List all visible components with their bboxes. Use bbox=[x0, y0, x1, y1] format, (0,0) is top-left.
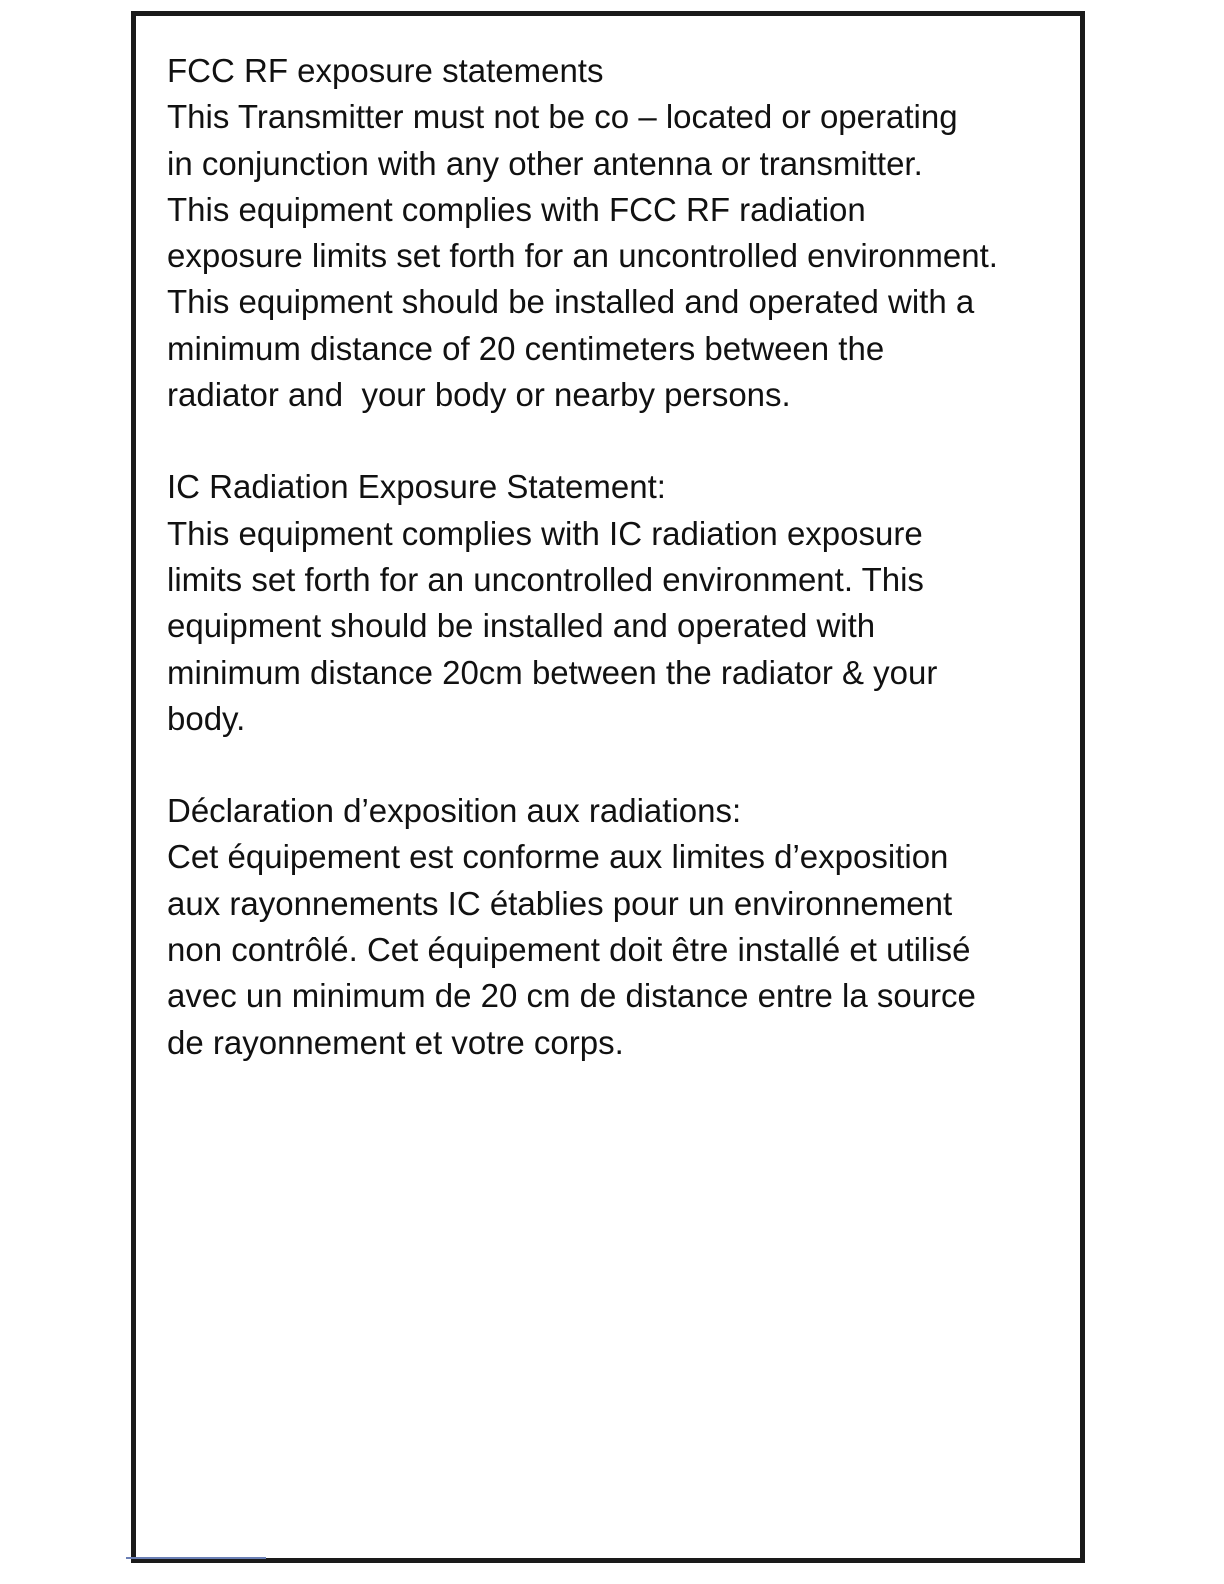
ic-line: body. bbox=[167, 699, 246, 737]
ic-heading: IC Radiation Exposure Statement: bbox=[167, 468, 666, 506]
french-line: aux rayonnements IC établies pour un environnement bbox=[167, 884, 953, 922]
fcc-line: exposure limits set forth for an uncontrolled environment. bbox=[167, 237, 998, 275]
ic-line: This equipment complies with IC radiation exposure bbox=[167, 514, 923, 552]
ic-line: equipment should be installed and operated with bbox=[167, 607, 876, 645]
french-heading: Déclaration d’exposition aux radiations: bbox=[167, 792, 742, 830]
fcc-line: This equipment should be installed and operated with a bbox=[167, 283, 975, 321]
fcc-line: This Transmitter must not be co – located or operating bbox=[167, 98, 958, 136]
fcc-line: radiator and your body or nearby persons. bbox=[167, 376, 791, 414]
ic-line: limits set forth for an uncontrolled environment. This bbox=[167, 560, 924, 598]
french-line: avec un minimum de 20 cm de distance entre la source bbox=[167, 977, 976, 1015]
fcc-section bbox=[167, 48, 1087, 418]
ic-line: minimum distance 20cm between the radiator & your bbox=[167, 653, 938, 691]
fcc-line: This equipment complies with FCC RF radiation bbox=[167, 190, 866, 228]
document-body bbox=[167, 48, 1087, 1112]
french-section bbox=[167, 788, 1087, 1066]
bottom-edge-mark bbox=[126, 1557, 266, 1559]
ic-section bbox=[167, 464, 1087, 742]
fcc-heading: FCC RF exposure statements bbox=[167, 52, 604, 89]
french-line: non contrôlé. Cet équipement doit être installé et utilisé bbox=[167, 931, 971, 969]
french-line: Cet équipement est conforme aux limites d’exposition bbox=[167, 838, 949, 876]
fcc-line: in conjunction with any other antenna or transmitter. bbox=[167, 144, 923, 182]
fcc-line: minimum distance of 20 centimeters between the bbox=[167, 329, 885, 367]
french-line: de rayonnement et votre corps. bbox=[167, 1023, 624, 1061]
